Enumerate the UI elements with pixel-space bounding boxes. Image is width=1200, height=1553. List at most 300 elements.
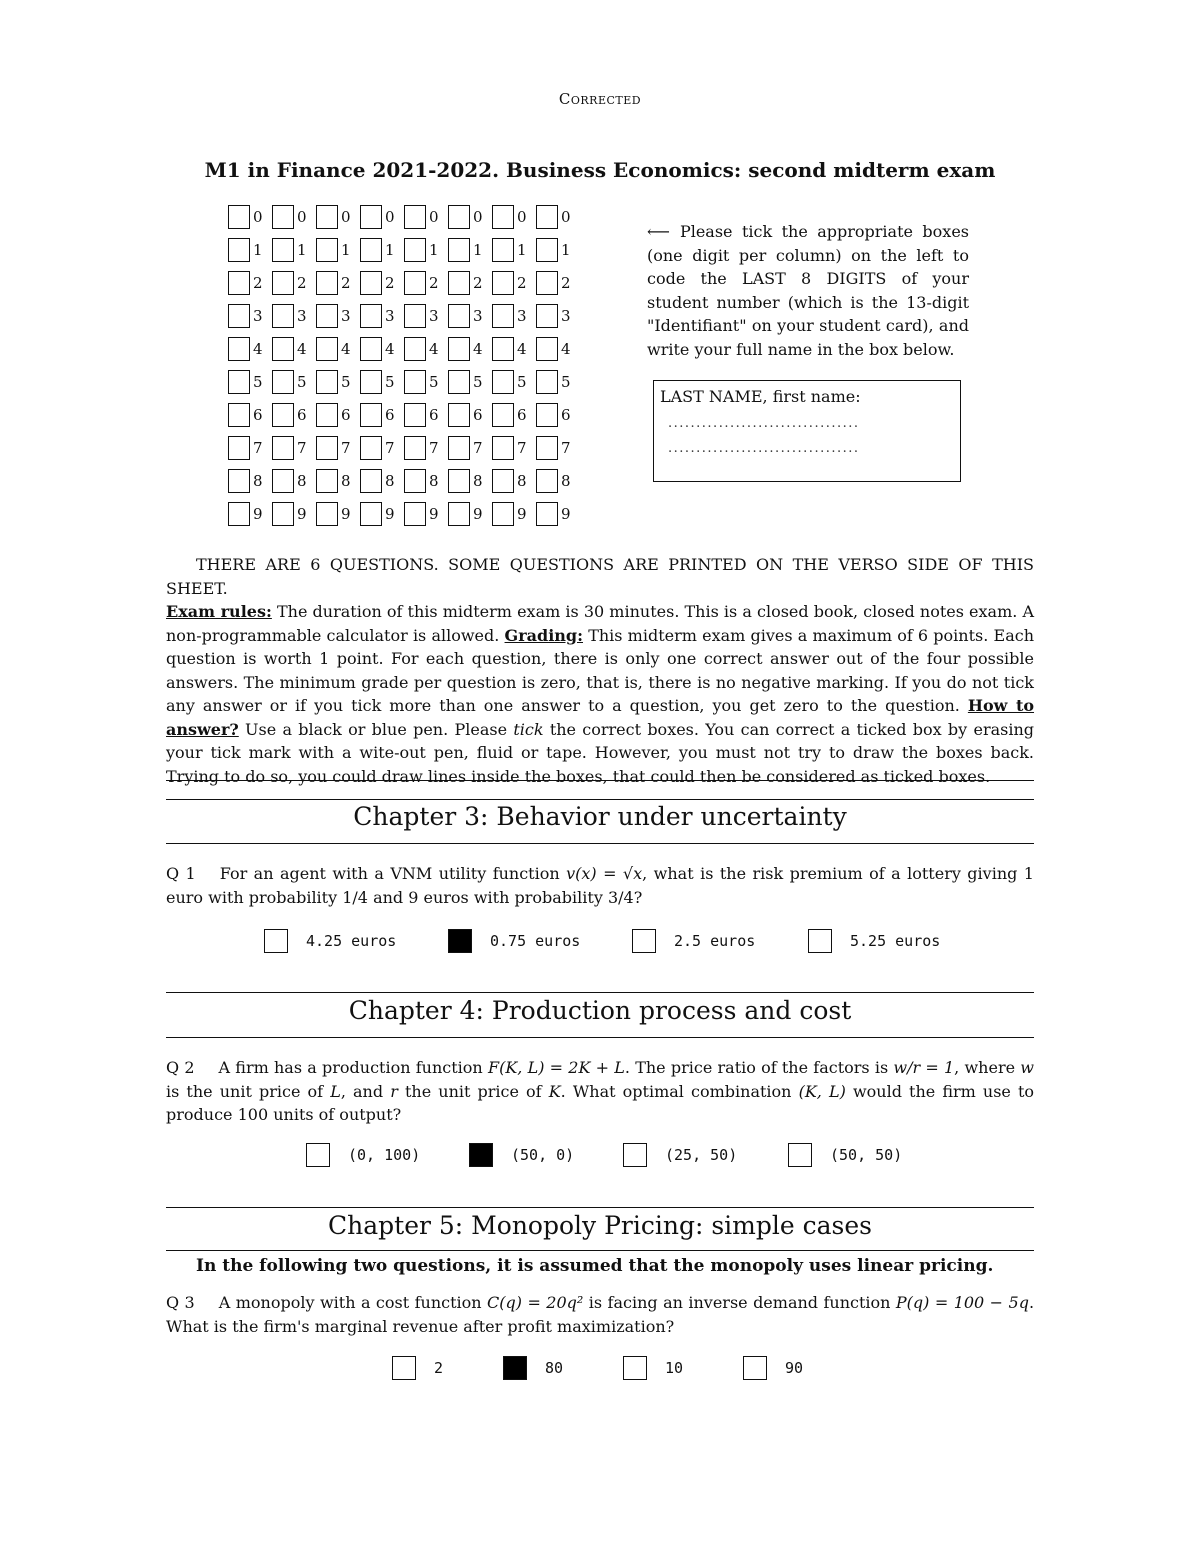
digit-label: 6 xyxy=(429,405,439,424)
digit-option[interactable] xyxy=(536,497,580,530)
digit-label: 3 xyxy=(429,306,439,325)
divider xyxy=(166,799,1034,800)
digit-option[interactable] xyxy=(272,398,316,431)
digit-option[interactable] xyxy=(536,464,580,497)
digit-row xyxy=(228,431,580,464)
answers-q1 xyxy=(264,929,940,953)
answer-checkbox[interactable] xyxy=(808,929,832,953)
name-line-2[interactable]: .................................. xyxy=(668,441,860,456)
grading-label: Grading: xyxy=(504,625,583,645)
digit-checkbox[interactable] xyxy=(404,436,426,460)
digit-label: 5 xyxy=(429,372,439,391)
digit-option[interactable] xyxy=(448,233,492,266)
digit-checkbox[interactable] xyxy=(272,238,294,262)
answer-option[interactable] xyxy=(623,1143,788,1167)
digit-option[interactable] xyxy=(404,365,448,398)
divider xyxy=(166,780,1034,781)
digit-label: 0 xyxy=(517,207,527,226)
digit-option[interactable] xyxy=(360,266,404,299)
answer-option[interactable] xyxy=(264,929,448,953)
question-text: the unit price of xyxy=(404,1081,542,1101)
digit-label: 1 xyxy=(429,240,439,259)
digit-label: 1 xyxy=(517,240,527,259)
digit-checkbox[interactable] xyxy=(360,205,382,229)
answer-label: 10 xyxy=(665,1359,684,1377)
digit-option[interactable] xyxy=(492,266,536,299)
digit-label: 3 xyxy=(561,306,571,325)
digit-label: 8 xyxy=(253,471,263,490)
digit-checkbox[interactable] xyxy=(492,238,514,262)
digit-checkbox[interactable] xyxy=(272,502,294,526)
digit-label: 7 xyxy=(297,438,307,457)
digit-option[interactable] xyxy=(360,233,404,266)
digit-checkbox[interactable] xyxy=(404,271,426,295)
digit-option[interactable] xyxy=(228,332,272,365)
digit-label: 2 xyxy=(517,273,527,292)
digit-checkbox[interactable] xyxy=(448,370,470,394)
digit-option[interactable] xyxy=(492,233,536,266)
digit-option[interactable] xyxy=(360,200,404,233)
question-text: . The price ratio of the factors is xyxy=(624,1058,889,1077)
answer-option[interactable] xyxy=(306,1143,469,1167)
digit-label: 4 xyxy=(253,339,263,358)
digit-checkbox[interactable] xyxy=(492,337,514,361)
digit-checkbox[interactable] xyxy=(272,271,294,295)
digit-option[interactable] xyxy=(316,299,360,332)
math-expr: F(K, L) = 2K + L xyxy=(487,1058,625,1077)
name-line-1[interactable]: .................................. xyxy=(668,416,860,431)
answer-checkbox[interactable] xyxy=(469,1143,493,1167)
digit-label: 6 xyxy=(253,405,263,424)
digit-checkbox[interactable] xyxy=(492,403,514,427)
digit-checkbox[interactable] xyxy=(492,469,514,493)
digit-label: 5 xyxy=(297,372,307,391)
digit-option[interactable] xyxy=(536,431,580,464)
digit-option[interactable] xyxy=(360,431,404,464)
digit-checkbox[interactable] xyxy=(404,337,426,361)
digit-checkbox[interactable] xyxy=(492,502,514,526)
digit-checkbox[interactable] xyxy=(404,370,426,394)
answer-option[interactable] xyxy=(503,1356,623,1380)
digit-checkbox[interactable] xyxy=(536,304,558,328)
answer-option[interactable] xyxy=(632,929,808,953)
digit-row xyxy=(228,332,580,365)
digit-checkbox[interactable] xyxy=(360,436,382,460)
digit-checkbox[interactable] xyxy=(360,238,382,262)
digit-checkbox[interactable] xyxy=(448,238,470,262)
digit-label: 5 xyxy=(253,372,263,391)
digit-label: 9 xyxy=(297,504,307,523)
digit-option[interactable] xyxy=(316,332,360,365)
digit-checkbox[interactable] xyxy=(448,502,470,526)
digit-checkbox[interactable] xyxy=(448,205,470,229)
digit-checkbox[interactable] xyxy=(448,469,470,493)
answer-label: (50, 0) xyxy=(511,1146,575,1164)
answer-checkbox[interactable] xyxy=(788,1143,812,1167)
answer-checkbox[interactable] xyxy=(448,929,472,953)
student-id-grid xyxy=(228,200,580,530)
digit-label: 3 xyxy=(517,306,527,325)
answer-checkbox[interactable] xyxy=(623,1356,647,1380)
digit-option[interactable] xyxy=(404,497,448,530)
divider xyxy=(166,843,1034,844)
digit-checkbox[interactable] xyxy=(536,238,558,262)
digit-checkbox[interactable] xyxy=(492,271,514,295)
digit-option[interactable] xyxy=(448,365,492,398)
digit-checkbox[interactable] xyxy=(492,304,514,328)
digit-option[interactable] xyxy=(272,332,316,365)
digit-checkbox[interactable] xyxy=(448,337,470,361)
answer-checkbox[interactable] xyxy=(306,1143,330,1167)
digit-option[interactable] xyxy=(404,398,448,431)
digit-option[interactable] xyxy=(360,332,404,365)
digit-checkbox[interactable] xyxy=(228,271,250,295)
digit-label: 7 xyxy=(517,438,527,457)
digit-label: 0 xyxy=(429,207,439,226)
digit-option[interactable] xyxy=(536,299,580,332)
question-number: Q 3 xyxy=(166,1293,195,1312)
digit-checkbox[interactable] xyxy=(536,271,558,295)
digit-option[interactable] xyxy=(536,266,580,299)
digit-option[interactable] xyxy=(316,497,360,530)
digit-checkbox[interactable] xyxy=(404,469,426,493)
answer-label: 0.75 euros xyxy=(490,932,581,950)
name-box-label: LAST NAME, first name: xyxy=(660,387,861,406)
answer-label: 2 xyxy=(434,1359,444,1377)
answer-option[interactable] xyxy=(448,929,632,953)
rules-intro: THERE ARE 6 QUESTIONS. SOME QUESTIONS ARE PRINTED ON THE VERSO SIDE OF THIS SHEET. xyxy=(166,555,1034,598)
answers-q2 xyxy=(306,1143,902,1167)
digit-option[interactable] xyxy=(492,200,536,233)
digit-option[interactable] xyxy=(404,464,448,497)
digit-checkbox[interactable] xyxy=(536,436,558,460)
digit-checkbox[interactable] xyxy=(404,205,426,229)
answer-checkbox[interactable] xyxy=(503,1356,527,1380)
digit-checkbox[interactable] xyxy=(272,304,294,328)
digit-option[interactable] xyxy=(536,332,580,365)
answer-option[interactable] xyxy=(743,1356,803,1380)
digit-label: 7 xyxy=(385,438,395,457)
digit-label: 8 xyxy=(473,471,483,490)
digit-option[interactable] xyxy=(228,299,272,332)
digit-label: 6 xyxy=(341,405,351,424)
digit-checkbox[interactable] xyxy=(360,403,382,427)
digit-option[interactable] xyxy=(316,365,360,398)
digit-checkbox[interactable] xyxy=(536,469,558,493)
digit-option[interactable] xyxy=(360,464,404,497)
digit-checkbox[interactable] xyxy=(536,205,558,229)
digit-label: 6 xyxy=(297,405,307,424)
math-expr: (K, L) xyxy=(798,1081,846,1101)
math-expr: P(q) = 100 − 5q xyxy=(895,1293,1029,1312)
question-1 xyxy=(166,862,1034,909)
digit-option[interactable] xyxy=(228,266,272,299)
digit-checkbox[interactable] xyxy=(228,370,250,394)
digit-checkbox[interactable] xyxy=(316,304,338,328)
digit-checkbox[interactable] xyxy=(448,271,470,295)
digit-checkbox[interactable] xyxy=(228,469,250,493)
grading-text: This midterm exam gives a maximum of 6 points. Each question is worth 1 point. For each question, there is only one correct answer out of the four possible answers. The minimum grade per question is zero, that is, there is no negative marking. If you do not tick any answer or if you tick more than one answer to a question, you get zero to the question. xyxy=(166,625,1034,715)
digit-label: 2 xyxy=(561,273,571,292)
digit-checkbox[interactable] xyxy=(360,370,382,394)
digit-option[interactable] xyxy=(536,398,580,431)
exam-rules-label: Exam rules: xyxy=(166,602,272,621)
digit-option[interactable] xyxy=(316,431,360,464)
digit-checkbox[interactable] xyxy=(272,403,294,427)
digit-option[interactable] xyxy=(228,233,272,266)
digit-checkbox[interactable] xyxy=(228,403,250,427)
digit-label: 7 xyxy=(341,438,351,457)
question-number: Q 2 xyxy=(166,1058,195,1077)
digit-label: 4 xyxy=(517,339,527,358)
digit-label: 4 xyxy=(561,339,571,358)
digit-label: 9 xyxy=(561,504,571,523)
answer-option[interactable] xyxy=(788,1143,902,1167)
digit-checkbox[interactable] xyxy=(272,370,294,394)
digit-option[interactable] xyxy=(404,299,448,332)
digit-label: 4 xyxy=(341,339,351,358)
digit-option[interactable] xyxy=(448,266,492,299)
chapter-5-title: Chapter 5: Monopoly Pricing: simple cases xyxy=(328,1211,872,1240)
digit-option[interactable] xyxy=(360,299,404,332)
digit-checkbox[interactable] xyxy=(492,205,514,229)
digit-label: 0 xyxy=(385,207,395,226)
digit-row xyxy=(228,200,580,233)
digit-checkbox[interactable] xyxy=(536,337,558,361)
digit-label: 5 xyxy=(385,372,395,391)
answer-option[interactable] xyxy=(623,1356,743,1380)
digit-label: 8 xyxy=(429,471,439,490)
chapter-3-title: Chapter 3: Behavior under uncertainty xyxy=(353,802,847,831)
answer-checkbox[interactable] xyxy=(632,929,656,953)
name-box[interactable] xyxy=(653,380,961,482)
answer-option[interactable] xyxy=(392,1356,503,1380)
digit-label: 2 xyxy=(429,273,439,292)
digit-option[interactable] xyxy=(448,200,492,233)
digit-label: 1 xyxy=(561,240,571,259)
digit-option[interactable] xyxy=(272,233,316,266)
answer-option[interactable] xyxy=(469,1143,623,1167)
digit-option[interactable] xyxy=(404,233,448,266)
digit-checkbox[interactable] xyxy=(316,502,338,526)
digit-label: 2 xyxy=(253,273,263,292)
digit-label: 5 xyxy=(341,372,351,391)
digit-label: 8 xyxy=(385,471,395,490)
digit-option[interactable] xyxy=(404,266,448,299)
digit-label: 9 xyxy=(429,504,439,523)
digit-checkbox[interactable] xyxy=(228,238,250,262)
digit-checkbox[interactable] xyxy=(360,469,382,493)
digit-option[interactable] xyxy=(360,497,404,530)
answer-label: (0, 100) xyxy=(348,1146,421,1164)
page-title: M1 in Finance 2021-2022. Business Economics: second midterm exam xyxy=(204,158,996,182)
digit-label: 6 xyxy=(517,405,527,424)
math-expr: w/r = 1 xyxy=(893,1058,955,1077)
digit-option[interactable] xyxy=(536,200,580,233)
digit-option[interactable] xyxy=(448,497,492,530)
digit-label: 7 xyxy=(429,438,439,457)
digit-checkbox[interactable] xyxy=(536,403,558,427)
digit-label: 8 xyxy=(297,471,307,490)
digit-checkbox[interactable] xyxy=(404,502,426,526)
answers-q3 xyxy=(392,1356,803,1380)
digit-option[interactable] xyxy=(316,266,360,299)
digit-option[interactable] xyxy=(448,398,492,431)
digit-option[interactable] xyxy=(228,431,272,464)
digit-label: 5 xyxy=(473,372,483,391)
digit-label: 9 xyxy=(385,504,395,523)
digit-row xyxy=(228,233,580,266)
chapter-5-note: In the following two questions, it is assumed that the monopoly uses linear pricing. xyxy=(196,1256,994,1276)
answer-label: 5.25 euros xyxy=(850,932,941,950)
exam-rules-text: The duration of this midterm exam is 30 minutes. This is a closed book, closed notes exam. A non-programmable calculator is allowed. xyxy=(166,602,1035,645)
digit-checkbox[interactable] xyxy=(272,469,294,493)
digit-checkbox[interactable] xyxy=(316,337,338,361)
math-expr: L xyxy=(330,1081,341,1101)
digit-option[interactable] xyxy=(316,200,360,233)
question-text: is facing an inverse demand function xyxy=(588,1293,891,1312)
digit-option[interactable] xyxy=(228,464,272,497)
digit-label: 4 xyxy=(473,339,483,358)
digit-option[interactable] xyxy=(360,365,404,398)
digit-option[interactable] xyxy=(492,332,536,365)
digit-option[interactable] xyxy=(492,365,536,398)
answer-checkbox[interactable] xyxy=(264,929,288,953)
digit-checkbox[interactable] xyxy=(448,403,470,427)
digit-checkbox[interactable] xyxy=(272,337,294,361)
digit-checkbox[interactable] xyxy=(492,370,514,394)
digit-checkbox[interactable] xyxy=(404,304,426,328)
digit-option[interactable] xyxy=(536,233,580,266)
digit-label: 7 xyxy=(473,438,483,457)
digit-option[interactable] xyxy=(536,365,580,398)
digit-checkbox[interactable] xyxy=(360,337,382,361)
digit-label: 7 xyxy=(253,438,263,457)
digit-label: 1 xyxy=(473,240,483,259)
digit-checkbox[interactable] xyxy=(228,304,250,328)
digit-option[interactable] xyxy=(272,299,316,332)
answer-checkbox[interactable] xyxy=(743,1356,767,1380)
digit-option[interactable] xyxy=(228,497,272,530)
digit-option[interactable] xyxy=(448,299,492,332)
digit-option[interactable] xyxy=(272,464,316,497)
digit-option[interactable] xyxy=(448,332,492,365)
digit-checkbox[interactable] xyxy=(316,370,338,394)
answer-label: 2.5 euros xyxy=(674,932,756,950)
digit-checkbox[interactable] xyxy=(316,238,338,262)
digit-option[interactable] xyxy=(492,398,536,431)
digit-checkbox[interactable] xyxy=(536,370,558,394)
digit-checkbox[interactable] xyxy=(492,436,514,460)
digit-option[interactable] xyxy=(228,365,272,398)
digit-checkbox[interactable] xyxy=(448,304,470,328)
answer-label: 80 xyxy=(545,1359,564,1377)
digit-option[interactable] xyxy=(492,299,536,332)
left-arrow-icon: ⟵ xyxy=(647,222,670,241)
answer-checkbox[interactable] xyxy=(623,1143,647,1167)
digit-row xyxy=(228,497,580,530)
question-3 xyxy=(166,1291,1034,1338)
digit-option[interactable] xyxy=(404,200,448,233)
math-expr: C(q) = 20q² xyxy=(487,1293,584,1312)
digit-option[interactable] xyxy=(272,200,316,233)
digit-checkbox[interactable] xyxy=(404,238,426,262)
digit-row xyxy=(228,464,580,497)
digit-checkbox[interactable] xyxy=(360,304,382,328)
digit-label: 5 xyxy=(517,372,527,391)
digit-label: 2 xyxy=(385,273,395,292)
digit-option[interactable] xyxy=(404,431,448,464)
answer-checkbox[interactable] xyxy=(392,1356,416,1380)
digit-option[interactable] xyxy=(448,464,492,497)
digit-label: 2 xyxy=(297,273,307,292)
answer-option[interactable] xyxy=(808,929,940,953)
digit-option[interactable] xyxy=(492,497,536,530)
digit-option[interactable] xyxy=(272,266,316,299)
digit-checkbox[interactable] xyxy=(448,436,470,460)
digit-option[interactable] xyxy=(404,332,448,365)
digit-checkbox[interactable] xyxy=(404,403,426,427)
digit-option[interactable] xyxy=(360,398,404,431)
digit-option[interactable] xyxy=(272,431,316,464)
digit-option[interactable] xyxy=(228,398,272,431)
how-text-1: Use a black or blue pen. Please xyxy=(245,719,508,739)
digit-option[interactable] xyxy=(492,431,536,464)
digit-label: 0 xyxy=(473,207,483,226)
digit-option[interactable] xyxy=(272,365,316,398)
digit-checkbox[interactable] xyxy=(272,436,294,460)
digit-label: 6 xyxy=(473,405,483,424)
digit-checkbox[interactable] xyxy=(316,271,338,295)
digit-option[interactable] xyxy=(228,200,272,233)
digit-checkbox[interactable] xyxy=(316,205,338,229)
digit-label: 9 xyxy=(341,504,351,523)
digit-checkbox[interactable] xyxy=(316,436,338,460)
digit-option[interactable] xyxy=(492,464,536,497)
digit-label: 4 xyxy=(297,339,307,358)
digit-checkbox[interactable] xyxy=(360,502,382,526)
digit-checkbox[interactable] xyxy=(536,502,558,526)
digit-checkbox[interactable] xyxy=(360,271,382,295)
digit-label: 1 xyxy=(385,240,395,259)
digit-label: 5 xyxy=(561,372,571,391)
digit-row xyxy=(228,299,580,332)
math-expr: K xyxy=(548,1081,561,1101)
digit-option[interactable] xyxy=(316,464,360,497)
digit-checkbox[interactable] xyxy=(316,469,338,493)
exam-rules xyxy=(166,553,1034,788)
question-text: would the firm use to produce 100 units of output? xyxy=(166,1081,1035,1124)
digit-checkbox[interactable] xyxy=(228,205,250,229)
answer-label: (25, 50) xyxy=(665,1146,738,1164)
digit-option[interactable] xyxy=(448,431,492,464)
digit-checkbox[interactable] xyxy=(228,436,250,460)
chapter-4-title: Chapter 4: Production process and cost xyxy=(348,996,852,1025)
question-text: For an agent with a VNM utility function xyxy=(219,864,560,883)
digit-checkbox[interactable] xyxy=(228,502,250,526)
how-to-answer-label: How to answer? xyxy=(166,696,1035,739)
digit-checkbox[interactable] xyxy=(228,337,250,361)
digit-checkbox[interactable] xyxy=(316,403,338,427)
digit-checkbox[interactable] xyxy=(272,205,294,229)
digit-label: 2 xyxy=(473,273,483,292)
digit-label: 9 xyxy=(473,504,483,523)
digit-label: 0 xyxy=(297,207,307,226)
digit-option[interactable] xyxy=(316,233,360,266)
digit-option[interactable] xyxy=(272,497,316,530)
digit-label: 4 xyxy=(385,339,395,358)
digit-option[interactable] xyxy=(316,398,360,431)
